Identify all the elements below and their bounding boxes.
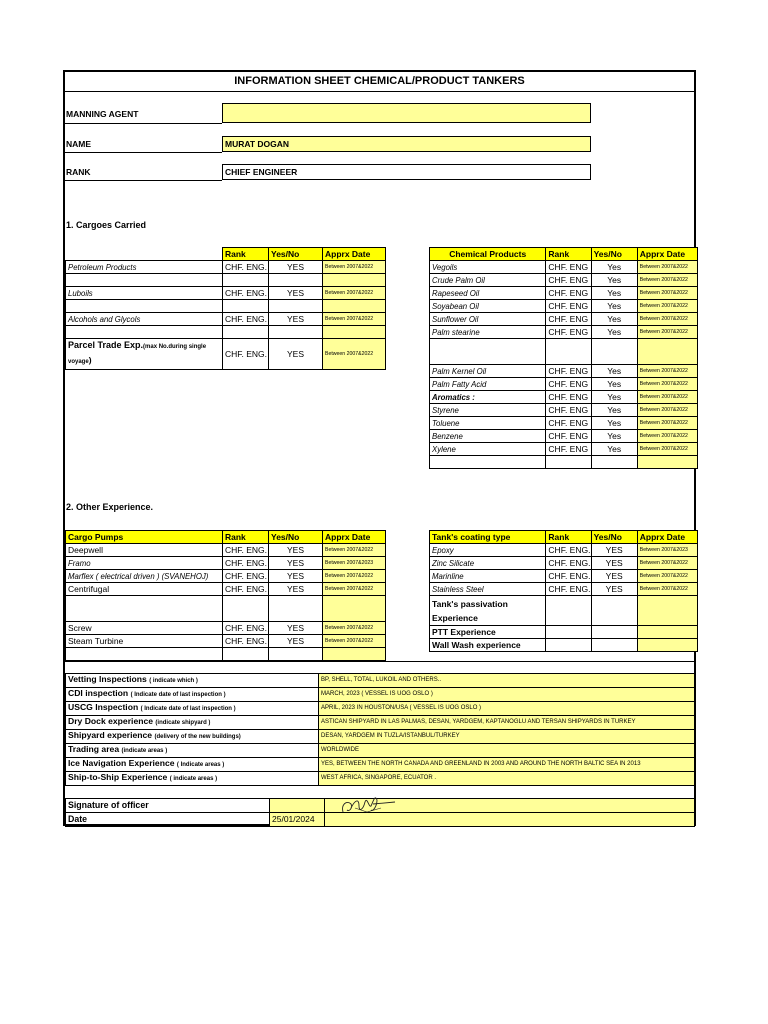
experience-label-note: (indicate areas ) (121, 748, 168, 754)
table-row (430, 300, 698, 313)
experience-label (66, 744, 319, 758)
table-row (430, 365, 698, 378)
rank-cell[interactable] (223, 648, 269, 661)
wall-wash-label: Wall Wash experience (430, 639, 546, 652)
chemical-product-item: Crude Palm Oil (430, 274, 546, 287)
chemical-product-item: Aromatics : (430, 391, 546, 404)
divider (65, 152, 222, 153)
yes-no-cell[interactable]: Yes (591, 261, 637, 274)
experience-row (66, 688, 695, 702)
table-row (430, 391, 698, 404)
table-row (430, 287, 698, 300)
yes-no-cell[interactable]: Yes (591, 391, 637, 404)
chemical-product-item: Palm Kernel Oil (430, 365, 546, 378)
table-row (66, 596, 386, 622)
blank-cell (223, 300, 269, 313)
yes-no-cell[interactable] (269, 648, 323, 661)
experience-label-note: ( indicate which ) (149, 678, 198, 684)
experience-row (66, 744, 695, 758)
yes-no-cell[interactable]: YES (269, 622, 323, 635)
blank-cell (223, 274, 269, 287)
experience-value[interactable]: WEST AFRICA, SINGAPORE, ECUATOR . (319, 772, 695, 786)
yes-no-cell[interactable]: Yes (591, 378, 637, 391)
yes-no-cell[interactable]: YES (269, 544, 323, 557)
table-row (66, 635, 386, 648)
table-row (430, 261, 698, 274)
table-row (430, 417, 698, 430)
table-row (430, 583, 698, 596)
rank-cell[interactable]: CHF. ENG (546, 430, 591, 443)
table-row (430, 326, 698, 339)
experience-value[interactable]: APRIL, 2023 IN HOUSTON/USA ( VESSEL IS UOG OSLO ) (319, 702, 695, 716)
table-row (66, 583, 386, 596)
chemical-product-item: Benzene (430, 430, 546, 443)
date-cell[interactable]: Between 2007&2022 (323, 570, 386, 583)
rank-cell[interactable] (546, 339, 591, 365)
rank-cell[interactable]: CHF. ENG (546, 391, 591, 404)
signature-label: Signature of officer (66, 799, 270, 813)
divider (65, 180, 222, 181)
cargoes-left-table (65, 247, 386, 370)
experience-table (65, 673, 695, 786)
chemical-product-item: Xylene (430, 443, 546, 456)
date-cell[interactable] (323, 648, 386, 661)
rank-cell[interactable]: CHF. ENG. (223, 635, 269, 648)
experience-label (66, 674, 319, 688)
yes-no-cell[interactable]: YES (591, 583, 637, 596)
cargo-pump-item: Screw (66, 622, 223, 635)
date-cell[interactable]: Between 2007&2022 (637, 287, 697, 300)
cargo-pump-item: Marflex ( electrical driven ) (SVANEHOJ) (66, 570, 223, 583)
chemical-product-item: Sunflower Oil (430, 313, 546, 326)
date-cell[interactable] (637, 339, 697, 365)
col-header-coating-type: Tank's coating type (430, 531, 546, 544)
blank-cell[interactable] (546, 639, 591, 652)
rank-cell[interactable]: CHF. ENG. (223, 570, 269, 583)
blank-cell (269, 300, 323, 313)
date-cell[interactable]: Between 2007&2022 (637, 300, 697, 313)
table-row (430, 544, 698, 557)
experience-row (66, 772, 695, 786)
date-cell[interactable]: Between 2007&2022 (637, 274, 697, 287)
experience-value[interactable]: WORLDWIDE (319, 744, 695, 758)
experience-label-text: Trading area (68, 744, 120, 754)
col-header-yes-no: Yes/No (269, 531, 323, 544)
date-cell[interactable]: Between 2007&2022 (637, 430, 697, 443)
date-cell[interactable]: Between 2007&2022 (323, 622, 386, 635)
table-row (66, 544, 386, 557)
yes-no-cell[interactable]: YES (269, 635, 323, 648)
chemical-product-item (430, 456, 546, 469)
experience-label-text: Vetting Inspections (68, 674, 147, 684)
date-cell[interactable]: Between 2007&2022 (637, 326, 697, 339)
rank-cell[interactable]: CHF. ENG (546, 287, 591, 300)
table-row (430, 404, 698, 417)
chemical-product-item: Rapeseed Oil (430, 287, 546, 300)
experience-row (66, 702, 695, 716)
blank-cell (323, 300, 386, 313)
rank-cell[interactable]: CHF. ENG. (223, 583, 269, 596)
experience-row (66, 730, 695, 744)
col-header-date: Apprx Date (323, 248, 386, 261)
cargo-item: Alcohols and Glycols (66, 313, 223, 326)
cargo-pump-item: Deepwell (66, 544, 223, 557)
experience-label-note: ( Indicate date of last inspection ) (140, 706, 236, 712)
col-header-cargo-pumps: Cargo Pumps (66, 531, 223, 544)
blank-cell[interactable] (546, 596, 591, 626)
date-cell[interactable]: Between 2007&2022 (637, 583, 697, 596)
date-cell[interactable]: Between 2007&2023 (323, 557, 386, 570)
chemical-product-item: Soyabean Oil (430, 300, 546, 313)
rank-cell[interactable]: CHF. ENG (546, 417, 591, 430)
table-row (430, 456, 698, 469)
rank-cell[interactable]: CHF. ENG. (223, 544, 269, 557)
coating-type-item: Epoxy (430, 544, 546, 557)
yes-no-cell[interactable]: Yes (591, 430, 637, 443)
rank-cell[interactable]: CHF. ENG. (223, 261, 269, 274)
col-header-date: Apprx Date (637, 531, 697, 544)
yes-no-cell[interactable]: YES (269, 557, 323, 570)
rank-cell[interactable]: CHF. ENG (546, 261, 591, 274)
passivation-line-2: Experience (432, 612, 478, 623)
yes-no-cell[interactable]: YES (591, 570, 637, 583)
date-cell[interactable]: Between 2007&2022 (637, 443, 697, 456)
col-header-yes-no: Yes/No (591, 248, 637, 261)
table-row (430, 570, 698, 583)
experience-row (66, 716, 695, 730)
experience-value[interactable]: ASTICAN SHIPYARD IN LAS PALMAS, DESAN, YARDGEM, KAPTANOGLU AND TERSAN SHIPYARDS IN TURKEY (319, 716, 695, 730)
experience-label-note: ( Indicate date of last inspection ) (130, 692, 226, 698)
experience-label-text: USCG Inspection (68, 702, 139, 712)
rank-field[interactable]: CHIEF ENGINEER (222, 164, 591, 180)
blank-cell (323, 274, 386, 287)
date-cell[interactable]: Between 2007&2022 (637, 557, 697, 570)
date-cell[interactable]: Between 2007&2022 (637, 378, 697, 391)
experience-label-note: ( indicate areas ) (169, 776, 218, 782)
coating-type-item: Zinc Silicate (430, 557, 546, 570)
section-heading-cargoes: 1. Cargoes Carried (66, 220, 147, 230)
yes-no-cell[interactable]: Yes (591, 326, 637, 339)
parcel-trade-label: Parcel Trade Exp.(max No.during single voyage) (66, 339, 223, 370)
rank-cell[interactable]: CHF. ENG. (546, 544, 591, 557)
parcel-trade-note: (max No.during single (143, 344, 207, 350)
passivation-label (430, 596, 546, 626)
date-cell[interactable]: Between 2007&2022 (323, 339, 386, 370)
col-header-rank: Rank (223, 248, 269, 261)
chemical-products-table (429, 247, 698, 469)
divider (65, 661, 694, 662)
blank-cell (323, 326, 386, 339)
date-cell[interactable]: Between 2007&2022 (323, 287, 386, 300)
cargo-pump-item: Centrifugal (66, 583, 223, 596)
experience-value[interactable]: YES, BETWEEN THE NORTH CANADA AND GREENLAND IN 2003 AND AROUND THE NORTH BALTIC SEA IN 2013 (319, 758, 695, 772)
blank-cell (66, 248, 223, 261)
table-row (430, 557, 698, 570)
col-header-rank: Rank (223, 531, 269, 544)
experience-label-text: Shipyard experience (68, 730, 153, 740)
date-cell[interactable]: Between 2007&2022 (323, 544, 386, 557)
manning-agent-label: MANNING AGENT (66, 109, 139, 119)
table-row (430, 274, 698, 287)
experience-label-text: Ice Navigation Experience (68, 758, 175, 768)
experience-label-note: (indicate shipyard ) (155, 720, 211, 726)
experience-label-note: ( Indicate areas ) (176, 762, 225, 768)
cargo-pump-item (66, 596, 223, 622)
signature-cell[interactable] (270, 799, 325, 813)
tank-coating-table (429, 530, 698, 652)
rank-cell[interactable]: CHF. ENG. (546, 557, 591, 570)
rank-cell[interactable]: CHF. ENG. (223, 287, 269, 300)
yes-no-cell[interactable]: Yes (591, 287, 637, 300)
coating-type-item: Marinline (430, 570, 546, 583)
rank-cell[interactable]: CHF. ENG (546, 404, 591, 417)
ptt-label: PTT Experience (430, 626, 546, 639)
yes-no-cell[interactable]: YES (269, 570, 323, 583)
parcel-trade-title: Parcel Trade Exp. (68, 340, 144, 350)
rank-cell[interactable]: CHF. ENG. (546, 570, 591, 583)
yes-no-cell[interactable]: Yes (591, 300, 637, 313)
rank-cell[interactable]: CHF. ENG. (223, 313, 269, 326)
yes-no-cell[interactable]: YES (269, 313, 323, 326)
name-label: NAME (66, 139, 92, 149)
cargo-item: Luboils (66, 287, 223, 300)
date-cell[interactable]: Between 2007&2022 (637, 313, 697, 326)
cargo-pump-item: Steam Turbine (66, 635, 223, 648)
blank-cell[interactable] (591, 596, 637, 626)
yes-no-cell[interactable]: Yes (591, 404, 637, 417)
cargo-pump-item: Framo (66, 557, 223, 570)
name-field[interactable]: MURAT DOGAN (222, 136, 591, 152)
yes-no-cell[interactable] (591, 456, 637, 469)
yes-no-cell[interactable]: YES (591, 544, 637, 557)
blank-cell (66, 300, 223, 313)
rank-cell[interactable]: CHF. ENG (546, 313, 591, 326)
experience-label (66, 772, 319, 786)
yes-no-cell[interactable]: Yes (591, 417, 637, 430)
date-cell[interactable]: Between 2007&2022 (637, 570, 697, 583)
blank-cell (66, 326, 223, 339)
blank-cell (66, 274, 223, 287)
blank-cell (223, 326, 269, 339)
experience-label-note: (delivery of the new buildings) (154, 734, 241, 740)
experience-label-text: CDI inspection (68, 688, 129, 698)
rank-cell[interactable]: CHF. ENG. (546, 583, 591, 596)
date-cell[interactable]: Between 2007&2022 (637, 391, 697, 404)
col-header-yes-no: Yes/No (591, 531, 637, 544)
chemical-product-item: Styrene (430, 404, 546, 417)
col-header-rank: Rank (546, 531, 591, 544)
yes-no-cell[interactable]: YES (591, 557, 637, 570)
date-cell[interactable]: Between 2007&2022 (323, 583, 386, 596)
blank-cell[interactable] (637, 639, 697, 652)
experience-label (66, 730, 319, 744)
yes-no-cell[interactable]: Yes (591, 274, 637, 287)
date-cell[interactable]: Between 2007&2022 (637, 417, 697, 430)
chemical-product-item (430, 339, 546, 365)
coating-type-item: Stainless Steel (430, 583, 546, 596)
blank-cell[interactable] (637, 626, 697, 639)
rank-cell[interactable] (546, 456, 591, 469)
blank-cell (269, 326, 323, 339)
yes-no-cell[interactable] (269, 596, 323, 622)
rank-cell[interactable] (223, 596, 269, 622)
signature-image (337, 790, 397, 822)
blank-cell[interactable] (637, 596, 697, 626)
table-row (430, 430, 698, 443)
experience-label (66, 758, 319, 772)
cargo-pumps-table (65, 530, 386, 661)
page-title: INFORMATION SHEET CHEMICAL/PRODUCT TANKERS (65, 72, 694, 92)
chemical-product-item: Vegoils (430, 261, 546, 274)
manning-agent-field[interactable] (222, 103, 591, 123)
experience-label (66, 716, 319, 730)
experience-row (66, 758, 695, 772)
yes-no-cell[interactable]: YES (269, 287, 323, 300)
rank-cell[interactable]: CHF. ENG (546, 300, 591, 313)
table-row (430, 313, 698, 326)
rank-cell[interactable]: CHF. ENG (546, 378, 591, 391)
chemical-product-item: Palm Fatty Acid (430, 378, 546, 391)
date-cell[interactable] (323, 596, 386, 622)
date-cell[interactable]: Between 2007&2022 (637, 261, 697, 274)
table-row (430, 443, 698, 456)
date-cell[interactable]: Between 2007&2022 (323, 261, 386, 274)
rank-label: RANK (66, 167, 91, 177)
blank-cell[interactable] (591, 639, 637, 652)
section-heading-other-experience: 2. Other Experience. (66, 502, 154, 512)
parcel-trade-note-2: voyage (68, 359, 89, 365)
yes-no-cell[interactable]: Yes (591, 365, 637, 378)
rank-cell[interactable]: CHF. ENG. (223, 339, 269, 370)
yes-no-cell[interactable]: Yes (591, 443, 637, 456)
information-sheet (63, 70, 696, 826)
yes-no-cell[interactable]: YES (269, 583, 323, 596)
date-label: Date (66, 813, 270, 827)
yes-no-cell[interactable]: YES (269, 339, 323, 370)
date-cell[interactable] (637, 456, 697, 469)
experience-label-text: Dry Dock experience (68, 716, 154, 726)
experience-value[interactable]: BP, SHELL, TOTAL, LUKOIL AND OTHERS.. (319, 674, 695, 688)
cargo-pump-item (66, 648, 223, 661)
col-header-rank: Rank (546, 248, 591, 261)
col-header-date: Apprx Date (323, 531, 386, 544)
divider (65, 123, 222, 124)
col-header-chemical-products: Chemical Products (430, 248, 546, 261)
rank-cell[interactable]: CHF. ENG (546, 326, 591, 339)
date-value[interactable]: 25/01/2024 (270, 813, 325, 827)
cargo-item: Petroleum Products (66, 261, 223, 274)
table-row (66, 622, 386, 635)
experience-label (66, 702, 319, 716)
yes-no-cell[interactable]: YES (269, 261, 323, 274)
table-row (66, 557, 386, 570)
blank-cell[interactable] (546, 626, 591, 639)
rank-cell[interactable]: CHF. ENG (546, 443, 591, 456)
blank-cell (269, 274, 323, 287)
date-cell[interactable]: Between 2007&2022 (323, 635, 386, 648)
table-row (66, 570, 386, 583)
col-header-yes-no: Yes/No (269, 248, 323, 261)
table-row (66, 648, 386, 661)
date-cell[interactable]: Between 2007&2022 (637, 404, 697, 417)
experience-value[interactable]: DESAN, YARDGEM IN TUZLA/ISTANBUL/TURKEY (319, 730, 695, 744)
rank-cell[interactable]: CHF. ENG. (223, 622, 269, 635)
experience-row (66, 674, 695, 688)
experience-label-text: Ship-to-Ship Experience (68, 772, 168, 782)
experience-value[interactable]: MARCH, 2023 ( VESSEL IS UOG OSLO ) (319, 688, 695, 702)
passivation-line-1: Tank's passivation (432, 598, 508, 609)
blank-cell[interactable] (591, 626, 637, 639)
rank-cell[interactable]: CHF. ENG. (223, 557, 269, 570)
rank-cell[interactable]: CHF. ENG (546, 274, 591, 287)
yes-no-cell[interactable]: Yes (591, 313, 637, 326)
date-cell[interactable]: Between 2007&2022 (323, 313, 386, 326)
col-header-date: Apprx Date (637, 248, 697, 261)
rank-cell[interactable]: CHF. ENG (546, 365, 591, 378)
experience-label (66, 688, 319, 702)
date-cell[interactable]: Between 2007&2022 (637, 365, 697, 378)
table-row (430, 339, 698, 365)
table-row (430, 378, 698, 391)
chemical-product-item: Toluene (430, 417, 546, 430)
chemical-product-item: Palm stearine (430, 326, 546, 339)
yes-no-cell[interactable] (591, 339, 637, 365)
date-cell[interactable]: Between 2007&2023 (637, 544, 697, 557)
